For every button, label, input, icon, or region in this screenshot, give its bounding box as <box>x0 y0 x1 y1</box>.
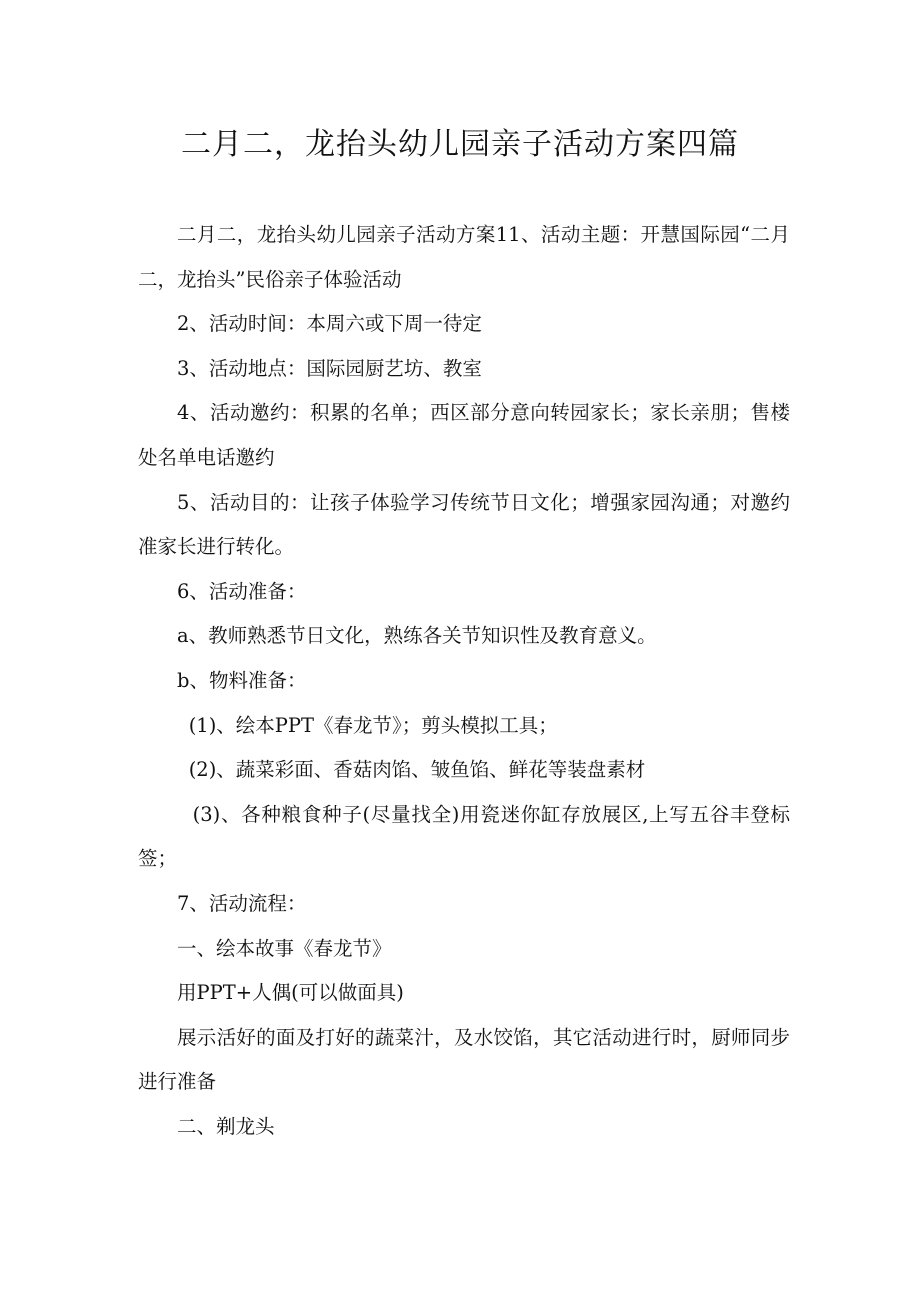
paragraph-material-2: (2)、蔬菜彩面、香菇肉馅、皱鱼馅、鲜花等装盘素材 <box>188 758 646 782</box>
paragraph-materials: b、物料准备： <box>177 668 307 692</box>
paragraph-activity-invitation: 4、活动邀约：积累的名单；西区部分意向转园家长；家长亲朋；售楼处名单电话邀约 <box>138 401 790 469</box>
paragraph-material-1: (1)、绘本PPT《春龙节》；剪头模拟工具； <box>188 713 558 737</box>
paragraph-step-two: 二、剃龙头 <box>177 1114 275 1138</box>
paragraph-activity-preparation: 6、活动准备： <box>177 579 307 603</box>
document-body <box>138 213 790 1149</box>
paragraph-step-one: 一、绘本故事《春龙节》 <box>177 936 392 960</box>
paragraph-activity-time: 2、活动时间：本周六或下周一待定 <box>177 312 482 336</box>
paragraph-step-one-display: 展示活好的面及打好的蔬菜汁，及水饺馅，其它活动进行时，厨师同步进行准备 <box>138 1025 790 1094</box>
document-title: 二月二，龙抬头幼儿园亲子活动方案四篇 <box>181 127 739 162</box>
paragraph-activity-location: 3、活动地点：国际园厨艺坊、教室 <box>177 356 482 380</box>
paragraph-step-one-detail: 用PPT+人偶(可以做面具) <box>177 981 404 1005</box>
paragraph-material-3: (3)、各种粮食种子(尽量找全)用瓷迷你缸存放展区,上写五谷丰登标签； <box>138 802 790 871</box>
paragraph-activity-purpose: 5、活动目的：让孩子体验学习传统节日文化；增强家园沟通；对邀约准家长进行转化。 <box>138 490 790 559</box>
paragraph-activity-process: 7、活动流程： <box>177 891 307 915</box>
paragraph-activity-theme: 二月二，龙抬头幼儿园亲子活动方案11、活动主题：开慧国际园“二月二，龙抬头”民俗亲子体验活动 <box>138 223 790 291</box>
paragraph-teacher-preparation: a、教师熟悉节日文化，熟练各关节知识性及教育意义。 <box>177 624 657 648</box>
